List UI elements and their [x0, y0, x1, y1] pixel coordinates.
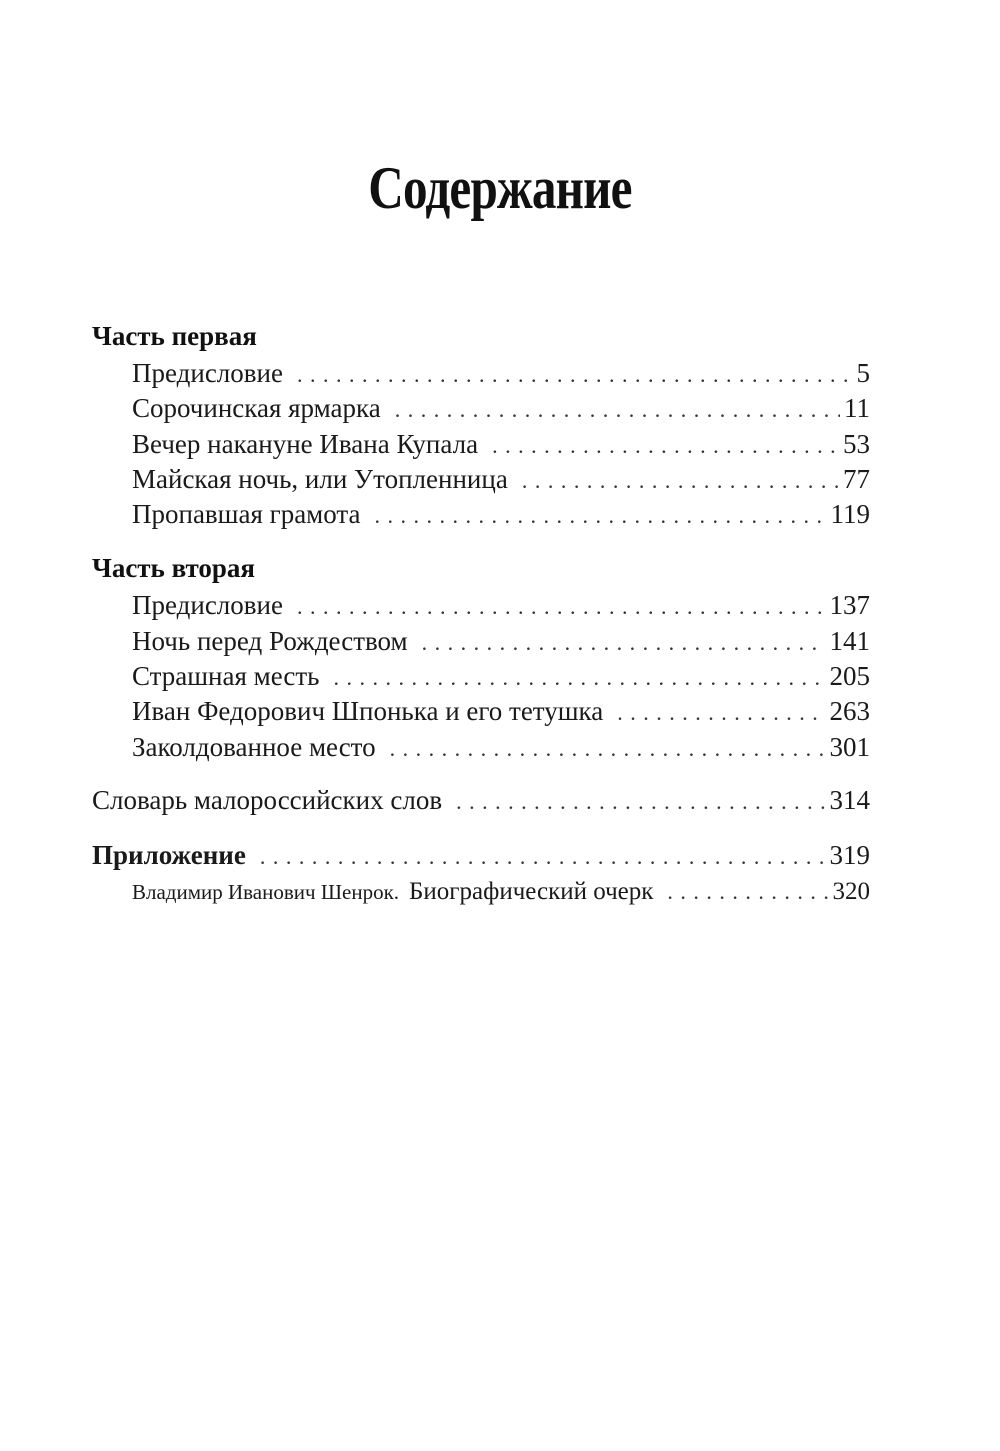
toc-entry-label: Предисловие — [132, 590, 283, 621]
toc-entry-label: Биографический очерк — [409, 877, 654, 905]
dictionary-section — [92, 783, 870, 818]
part-entries-second — [92, 588, 870, 764]
toc-entry-page: 119 — [830, 499, 870, 530]
toc-entry-page: 205 — [829, 661, 870, 692]
toc-entry-page: 301 — [829, 731, 870, 762]
toc-entry-label: Страшная месть — [132, 661, 320, 692]
toc-entry-label: Пропавшая грамота — [132, 499, 361, 530]
toc-entry[interactable] — [92, 659, 870, 694]
toc-entry-label: Ночь перед Рождеством — [132, 625, 408, 656]
toc-entry-label: Предисловие — [132, 358, 283, 388]
toc-entry[interactable] — [92, 730, 870, 765]
toc-entry-page: 11 — [844, 393, 870, 424]
toc-entry[interactable] — [92, 391, 870, 426]
toc-entry-page: 53 — [843, 428, 870, 459]
toc-entry-label: Майская ночь, или Утопленница — [132, 463, 508, 494]
toc-entry[interactable] — [92, 497, 870, 532]
toc-entry[interactable] — [92, 462, 870, 497]
toc-entry-dictionary[interactable] — [92, 783, 870, 818]
appendix-section — [92, 838, 870, 909]
leader-dots — [492, 428, 839, 462]
leader-dots — [395, 392, 840, 426]
leader-dots — [260, 839, 826, 873]
toc-entry[interactable] — [92, 624, 870, 659]
toc-entry[interactable] — [92, 588, 870, 623]
leader-dots — [456, 784, 825, 818]
toc-entry-author: Владимир Иванович Шенрок. — [132, 879, 400, 904]
page-title: Содержание — [368, 155, 632, 221]
leader-dots — [297, 589, 826, 623]
part-title-second: Часть вторая — [92, 553, 256, 584]
toc-entry-label: Приложение — [92, 840, 246, 871]
leader-dots — [334, 660, 826, 694]
leader-dots — [375, 498, 827, 532]
table-of-contents — [92, 318, 870, 909]
toc-entry[interactable] — [92, 427, 870, 462]
toc-entry-page: 77 — [843, 463, 870, 494]
toc-entry-page: 141 — [829, 625, 870, 656]
part-entries-first — [92, 356, 870, 532]
toc-entry-label: Сорочинская ярмарка — [132, 393, 381, 424]
toc-entry-label: Заколдованное место — [132, 731, 376, 762]
leader-dots — [667, 874, 828, 909]
leader-dots — [390, 731, 826, 765]
part-title-first: Часть первая — [92, 321, 257, 351]
toc-entry-page: 137 — [829, 590, 870, 621]
leader-dots — [422, 625, 826, 659]
toc-entry[interactable] — [92, 694, 870, 729]
toc-entry-page: 314 — [829, 784, 870, 815]
leader-dots — [297, 357, 853, 391]
toc-entry-page: 5 — [856, 358, 870, 388]
leader-dots — [522, 463, 839, 497]
toc-entry-label: Словарь малороссийских слов — [92, 784, 443, 815]
leader-dots — [617, 695, 825, 729]
toc-entry-page: 320 — [832, 877, 870, 905]
toc-entry-label: Вечер накануне Ивана Купала — [132, 428, 479, 459]
toc-entry-page: 319 — [829, 840, 870, 871]
toc-entry-label: Иван Федорович Шпонька и его тетушка — [132, 696, 604, 727]
toc-entry-page: 263 — [829, 696, 870, 727]
toc-entry[interactable] — [92, 356, 870, 391]
toc-entry-appendix[interactable] — [92, 838, 870, 873]
toc-entry-biography[interactable] — [92, 874, 870, 909]
